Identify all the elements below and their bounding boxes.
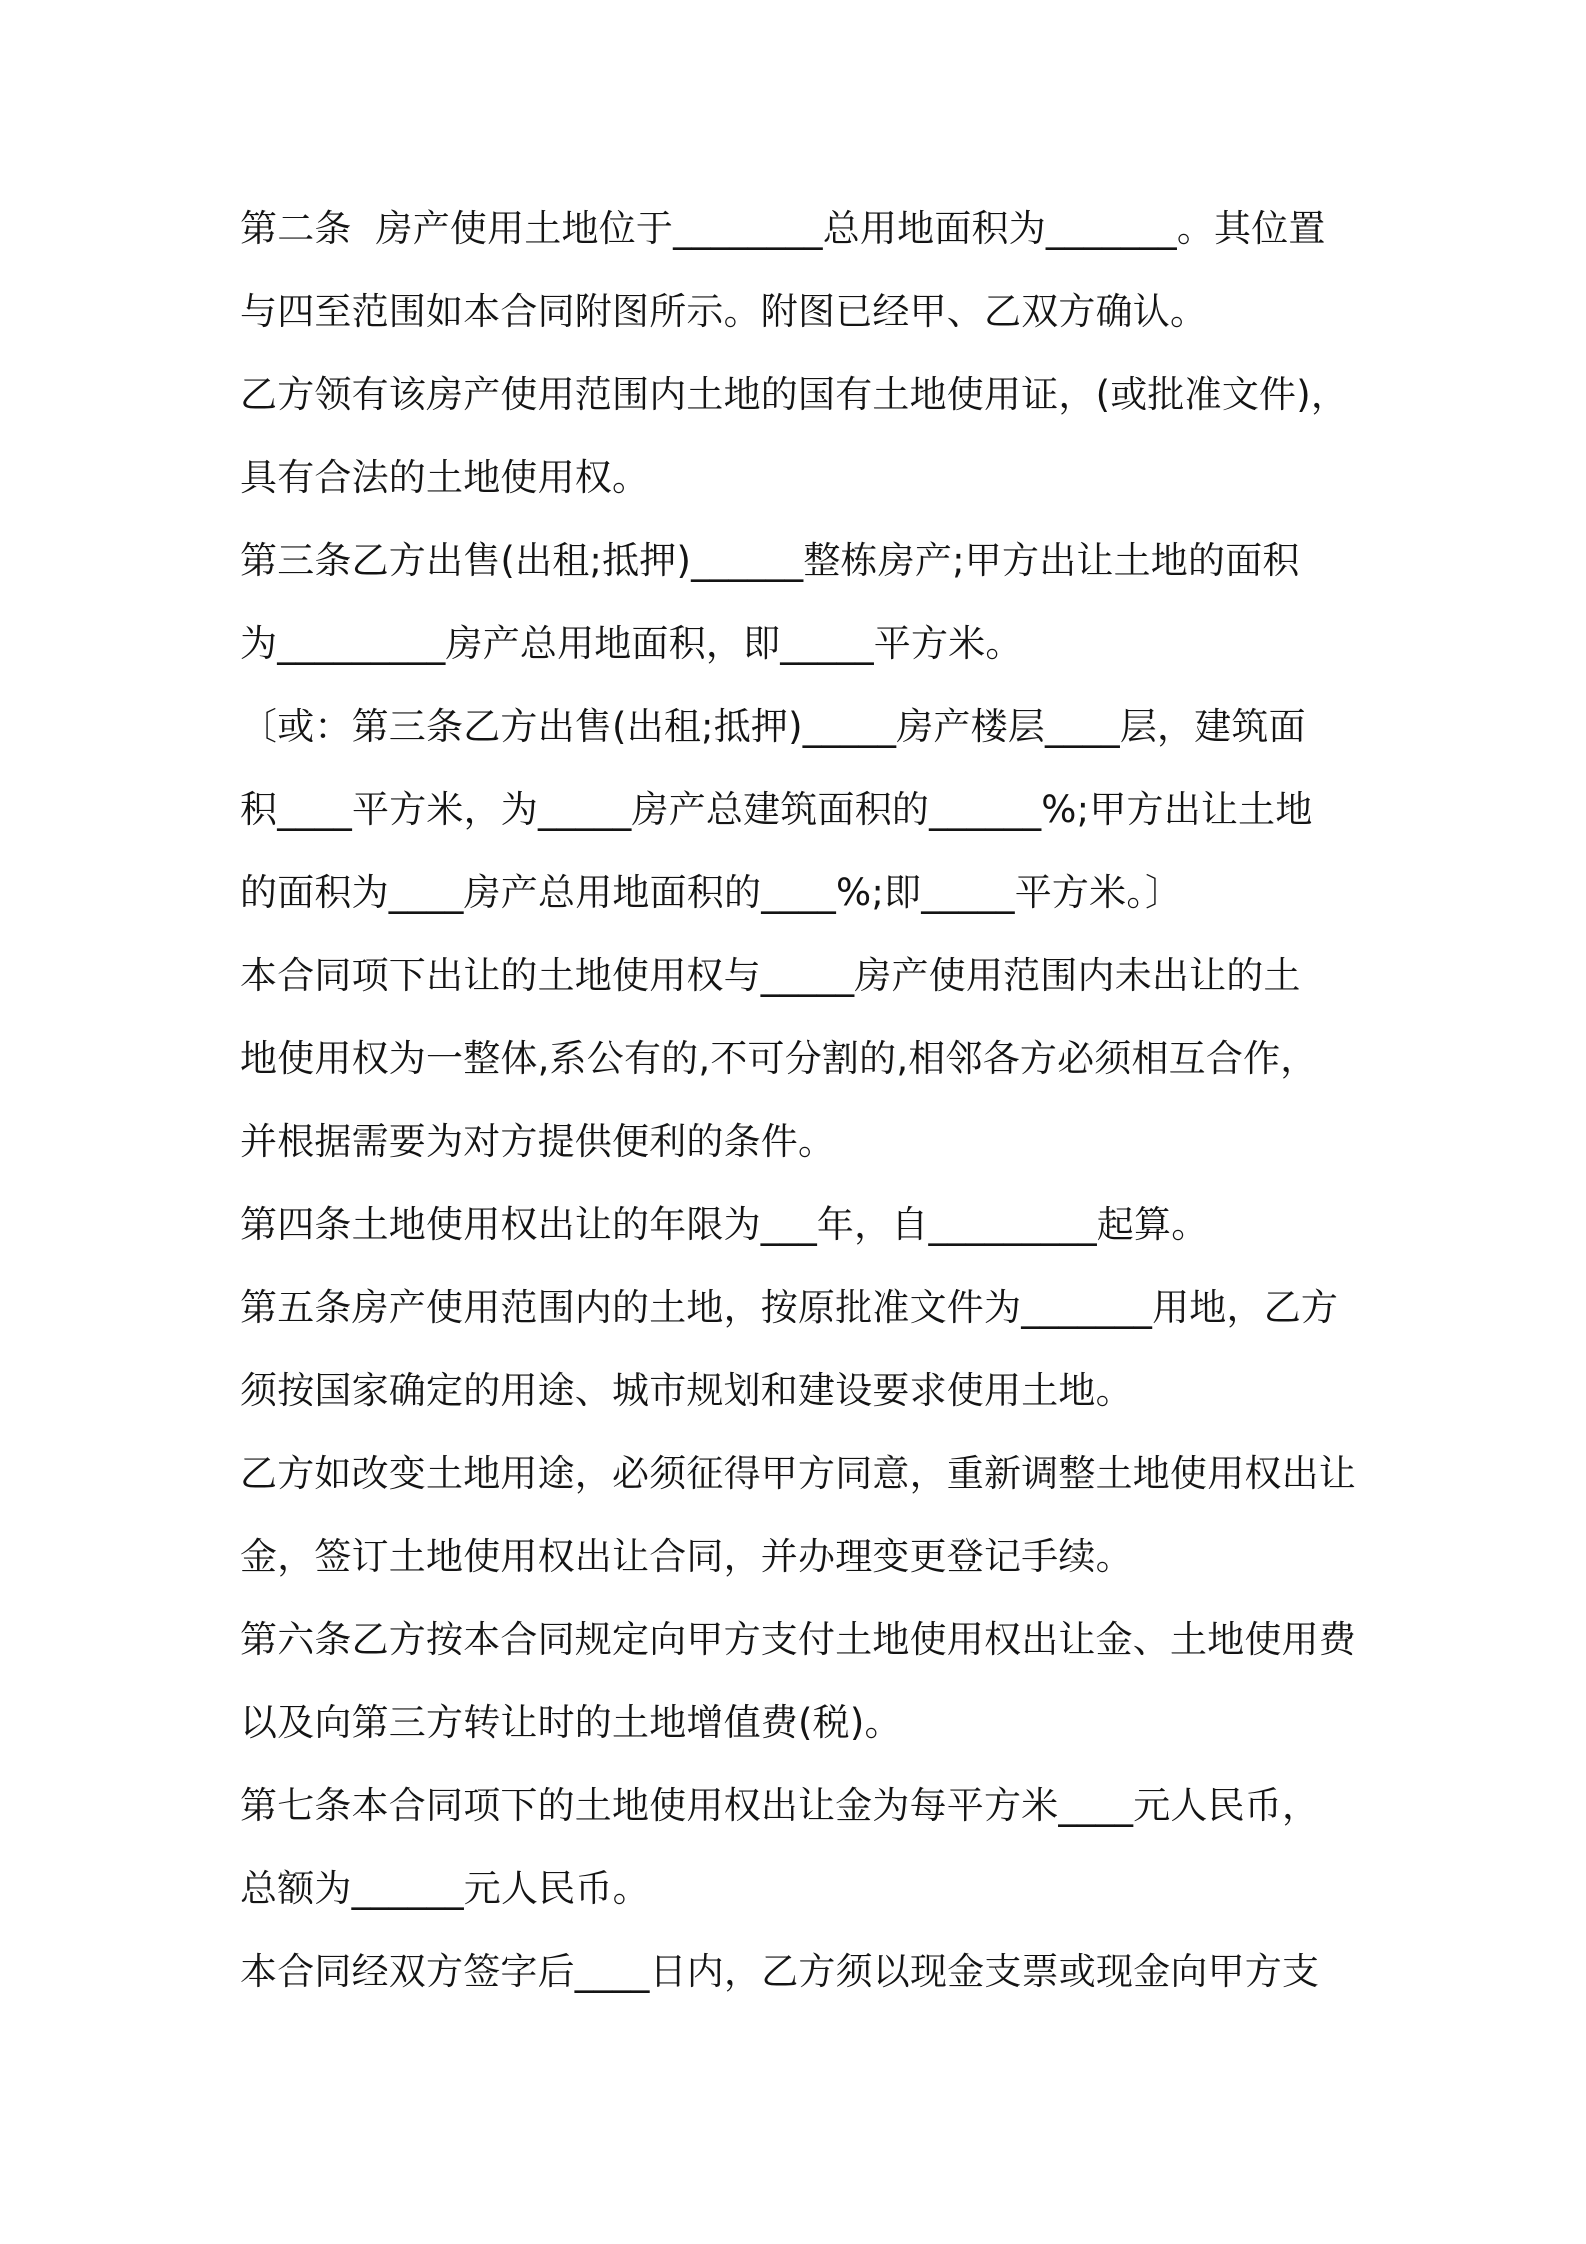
text-line: 本合同经双方签字后____日内，乙方须以现金支票或现金向甲方支 bbox=[240, 1950, 1320, 1993]
text-line: 以及向第三方转让时的土地增值费(税)。 bbox=[240, 1701, 902, 1744]
text-line: 须按国家确定的用途、城市规划和建设要求使用土地。 bbox=[240, 1369, 1133, 1412]
text-line: 与四至范围如本合同附图所示。附图已经甲、乙双方确认。 bbox=[240, 290, 1208, 333]
text-line: 第三条乙方出售(出租;抵押)______整栋房产;甲方出让土地的面积 bbox=[240, 539, 1300, 582]
text-line: 金，签订土地使用权出让合同，并办理变更登记手续。 bbox=[240, 1535, 1133, 1578]
text-line: 总额为______元人民币。 bbox=[240, 1867, 650, 1910]
text-line: 第六条乙方按本合同规定向甲方支付土地使用权出让金、土地使用费 bbox=[240, 1618, 1356, 1661]
text-line: 第五条房产使用范围内的土地，按原批准文件为_______用地，乙方 bbox=[240, 1286, 1339, 1329]
text-line: 第七条本合同项下的土地使用权出让金为每平方米____元人民币， bbox=[240, 1784, 1320, 1827]
text-line: 本合同项下出让的土地使用权与_____房产使用范围内未出让的土 bbox=[240, 954, 1301, 997]
text-line: 并根据需要为对方提供便利的条件。 bbox=[240, 1120, 836, 1163]
text-line: 积____平方米，为_____房产总建筑面积的______%;甲方出让土地 bbox=[240, 788, 1313, 831]
text-line: 乙方如改变土地用途，必须征得甲方同意，重新调整土地使用权出让 bbox=[240, 1452, 1356, 1495]
text-line: 为_________房产总用地面积，即_____平方米。 bbox=[240, 622, 1023, 665]
text-line: 第二条 房产使用土地位于________总用地面积为_______。其位置 bbox=[240, 207, 1326, 250]
text-line: 具有合法的土地使用权。 bbox=[240, 456, 650, 499]
text-line: 〔或：第三条乙方出售(出租;抵押)_____房产楼层____层，建筑面 bbox=[240, 705, 1306, 748]
text-line: 地使用权为一整体,系公有的,不可分割的,相邻各方必须相互合作， bbox=[240, 1037, 1318, 1080]
text-line: 的面积为____房产总用地面积的____%;即_____平方米。〕 bbox=[240, 871, 1183, 914]
text-line: 乙方领有该房产使用范围内土地的国有土地使用证，(或批准文件)， bbox=[240, 373, 1349, 416]
text-line: 第四条土地使用权出让的年限为___年，自_________起算。 bbox=[240, 1203, 1209, 1246]
